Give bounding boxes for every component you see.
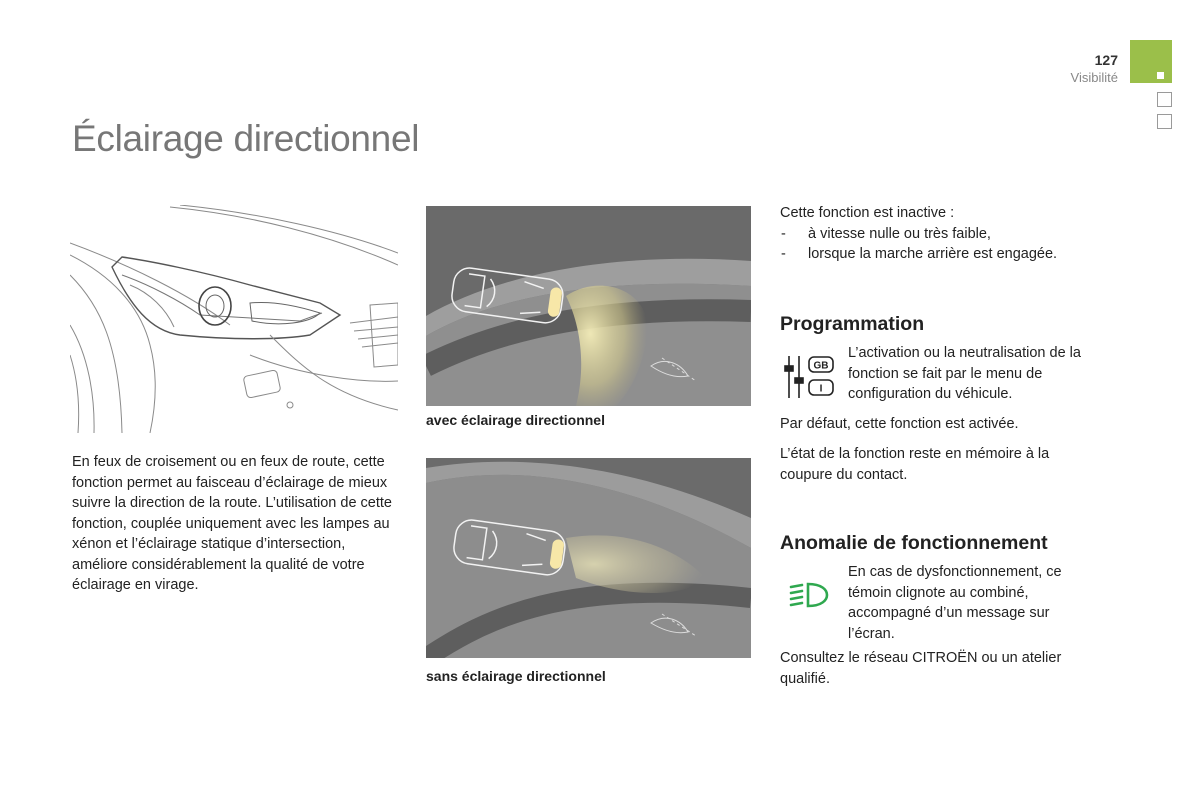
memory-text: L’état de la fonction reste en mémoire à la coupure du contact.: [780, 446, 1050, 483]
malfunction-heading: Anomalie de fonctionnement: [780, 532, 1048, 554]
headlamp-warning-icon: [788, 580, 830, 610]
list-item: - à vitesse nulle ou très faible,: [780, 224, 1100, 245]
image-without-directional-lighting: [426, 458, 751, 658]
default-text: Par défaut, cette fonction est activée.: [780, 416, 1019, 432]
image1-caption: avec éclairage directionnel: [426, 412, 605, 428]
icon-label-i: I: [819, 383, 823, 395]
page-number: 127: [1094, 52, 1118, 68]
settings-menu-icon: [783, 354, 837, 400]
page-title: Éclairage directionnel: [72, 118, 420, 159]
headlamp-illustration: [70, 205, 398, 433]
programming-heading: Programmation: [780, 313, 925, 335]
image-with-directional-lighting: [426, 206, 751, 406]
section-name: Visibilité: [1070, 70, 1118, 85]
image2-caption: sans éclairage directionnel: [426, 668, 606, 684]
list-item: - lorsque la marche arrière est engagée.: [780, 244, 1100, 265]
malfunction-text: En cas de dysfonctionnement, ce témoin clignote au combiné, accompagné d’un message sur l’écran.: [848, 564, 1062, 642]
intro-paragraph: En feux de croisement ou en feux de route, cette fonction permet au faisceau d’éclairage de mieux suivre la direction de la route. L’utilisation de cette fonction, couplée uniquement avec les lampes au xénon et l’éclairage statique d’intersection, améliore considérablement la qualité de votre éclairage en virage.: [72, 454, 392, 593]
chapter-tab-box: [1157, 114, 1172, 129]
conditions-list: [780, 224, 1100, 265]
programming-text: L’activation ou la neutralisation de la fonction se fait par le menu de configuration du véhicule.: [848, 345, 1081, 402]
chapter-tab-box: [1157, 92, 1172, 107]
inactive-intro: Cette fonction est inactive :: [780, 205, 955, 221]
icon-label-gb: GB: [813, 360, 829, 372]
inactive-conditions: [780, 203, 1100, 265]
advice-text: Consultez le réseau CITROËN ou un atelier qualifié.: [780, 650, 1062, 687]
chapter-tab-active: [1130, 40, 1172, 83]
